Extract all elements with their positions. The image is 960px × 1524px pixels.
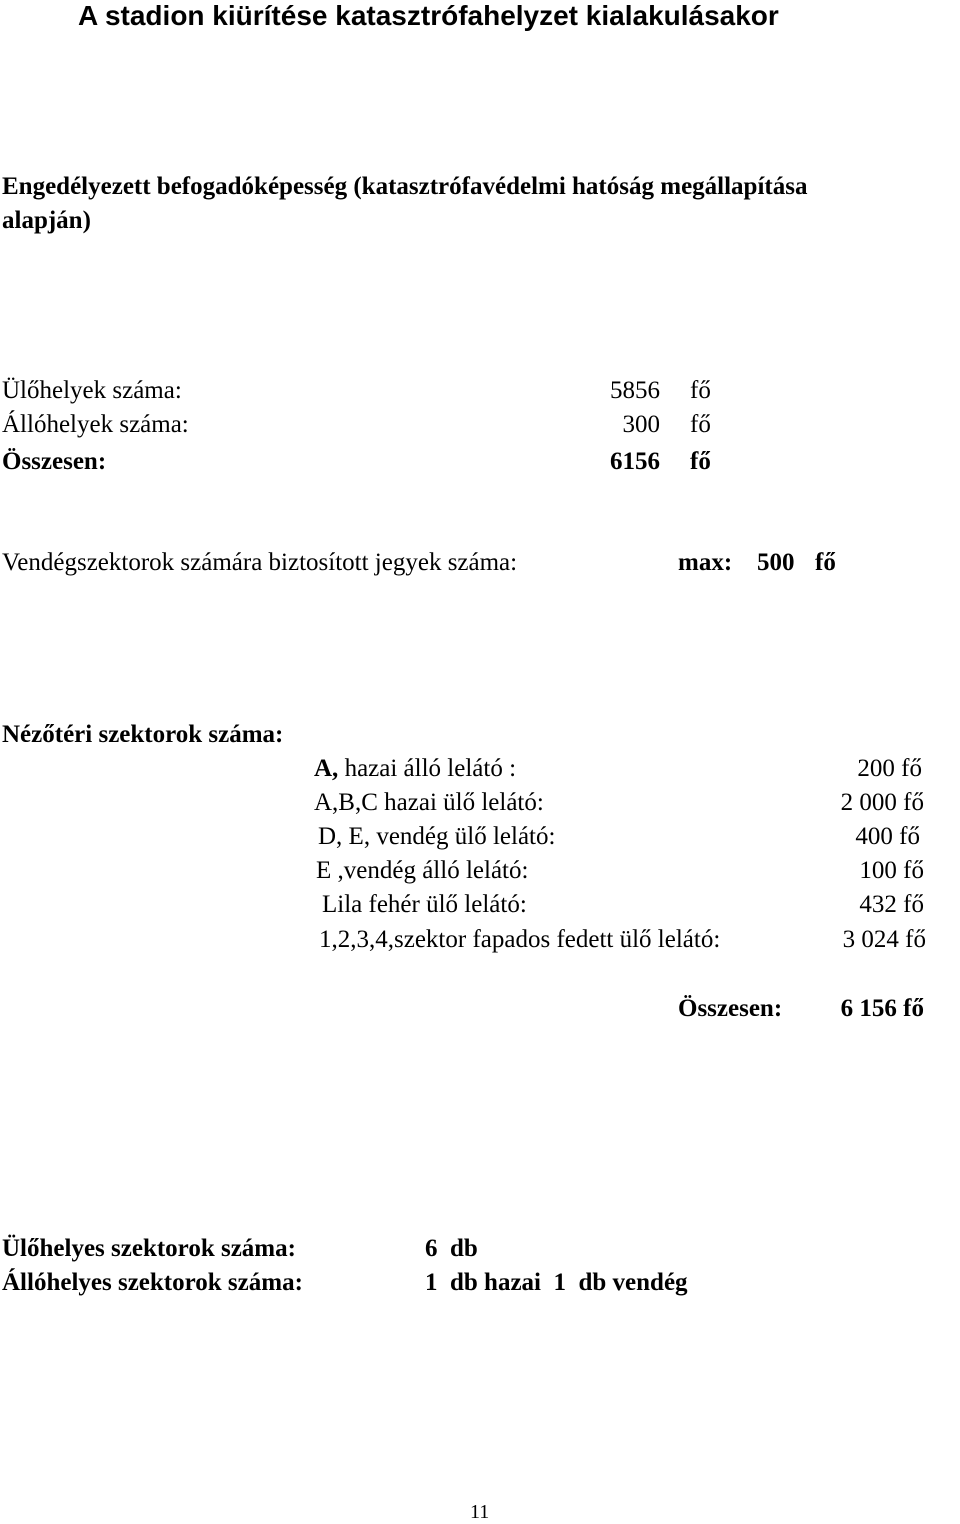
sector-row-value: 400 fő <box>855 823 920 850</box>
sector-row-label-bold: A, <box>314 755 339 782</box>
sectors-heading: Nézőtéri szektorok száma: <box>2 721 284 748</box>
guest-tickets-prefix: max: <box>678 549 733 576</box>
standing-sectors-value: 1 db hazai 1 db vendég <box>425 1269 688 1296</box>
sector-row-label <box>314 756 516 781</box>
sector-row-value: 432 fő <box>859 891 924 918</box>
sector-row-label: 1,2,3,4,szektor fapados fedett ülő lelátó: <box>319 926 721 953</box>
sector-row-label-text: hazai álló lelátó : <box>338 755 517 782</box>
guest-tickets-label: Vendégszektorok számára biztosított jegyek száma: <box>2 549 518 576</box>
subtitle-line-1: Engedélyezett befogadóképesség (katasztrófavédelmi hatóság megállapítása <box>2 173 808 200</box>
capacity-label-seats: Ülőhelyek száma: <box>2 377 182 404</box>
capacity-value-standing: 300 <box>622 411 660 438</box>
sector-row-value: 200 fő <box>857 755 922 782</box>
capacity-unit-standing: fő <box>690 411 711 438</box>
capacity-unit-total: fő <box>690 448 711 475</box>
guest-tickets-unit: fő <box>815 549 836 576</box>
seated-sectors-label: Ülőhelyes szektorok száma: <box>2 1235 296 1262</box>
subtitle-line-2: alapján) <box>2 207 91 234</box>
sector-row-label: Lila fehér ülő lelátó: <box>322 891 527 918</box>
sectors-total-value: 6 156 fő <box>840 995 924 1022</box>
standing-sectors-label: Állóhelyes szektorok száma: <box>2 1269 303 1296</box>
guest-tickets-value: 500 <box>757 549 795 576</box>
sector-row-value: 3 024 fő <box>842 926 926 953</box>
sector-row-value: 100 fő <box>859 857 924 884</box>
capacity-value-seats: 5856 <box>610 377 660 404</box>
sector-row-label: A,B,C hazai ülő lelátó: <box>314 789 544 816</box>
capacity-unit-seats: fő <box>690 377 711 404</box>
sectors-total-label: Összesen: <box>678 995 783 1022</box>
page-number: 11 <box>470 1501 490 1523</box>
page-title: A stadion kiürítése katasztrófahelyzet kialakulásakor <box>78 0 779 31</box>
capacity-label-standing: Állóhelyek száma: <box>2 411 189 438</box>
sector-row-value: 2 000 fő <box>840 789 924 816</box>
sector-row-label: E ,vendég álló lelátó: <box>316 857 529 884</box>
seated-sectors-value: 6 db <box>425 1235 478 1262</box>
capacity-label-total: Összesen: <box>2 448 107 475</box>
sector-row-label: D, E, vendég ülő lelátó: <box>318 823 556 850</box>
capacity-value-total: 6156 <box>610 448 660 475</box>
